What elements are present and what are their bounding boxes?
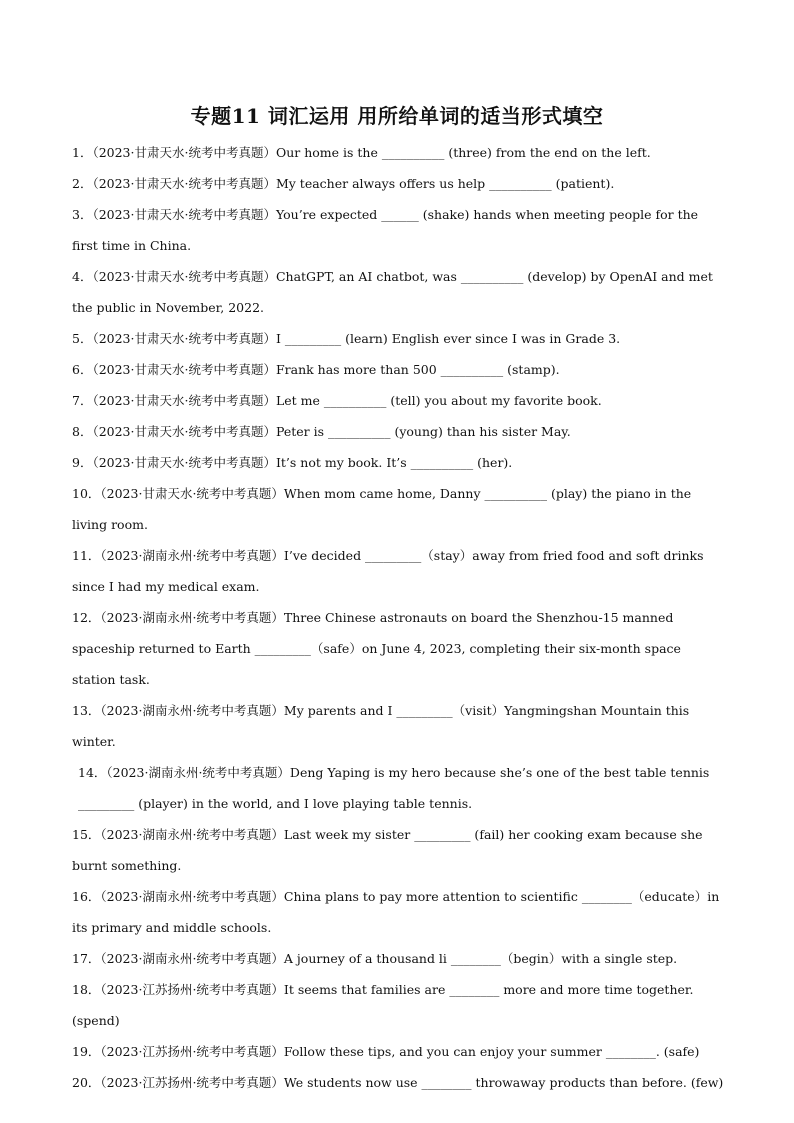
question-item [72, 199, 724, 261]
question-number: 6． [72, 362, 93, 377]
question-item [72, 943, 724, 974]
question-number: 12． [72, 610, 101, 625]
question-number: 4． [72, 269, 93, 284]
question-text: A journey of a thousand li ________（begin）with a single step. [283, 951, 678, 966]
question-source: （2023·江苏扬州·统考中考真题） [100, 1075, 284, 1090]
question-number: 15． [72, 827, 101, 842]
question-item [72, 354, 724, 385]
question-text: Our home is the __________ (three) from the end on the left. [275, 145, 651, 160]
question-item [72, 881, 724, 943]
question-text: China plans to pay more attention to scientific ________（educate）in its primary and middle schools. [72, 889, 720, 935]
question-source: （2023·湖南永州·统考中考真题） [106, 765, 290, 780]
question-item [72, 261, 724, 323]
question-text: I _________ (learn) English ever since I was in Grade 3. [275, 331, 621, 346]
question-item [72, 974, 724, 1036]
question-item [72, 323, 724, 354]
question-number: 20． [72, 1075, 101, 1090]
question-text: Follow these tips, and you can enjoy your summer ________. (safe) [283, 1044, 700, 1059]
question-source: （2023·甘肃天水·统考中考真题） [92, 424, 276, 439]
question-text: It’s not my book. It’s __________ (her). [275, 455, 513, 470]
question-source: （2023·甘肃天水·统考中考真题） [92, 393, 276, 408]
question-item [72, 478, 724, 540]
question-item [72, 1067, 724, 1098]
question-source: （2023·湖南永州·统考中考真题） [100, 610, 284, 625]
question-source: （2023·湖南永州·统考中考真题） [100, 548, 284, 563]
question-number: 17． [72, 951, 101, 966]
question-number: 7． [72, 393, 93, 408]
question-number: 2． [72, 176, 93, 191]
question-item [72, 757, 724, 819]
question-source: （2023·甘肃天水·统考中考真题） [92, 362, 276, 377]
question-number: 10． [72, 486, 101, 501]
question-item [72, 602, 724, 695]
question-source: （2023·甘肃天水·统考中考真题） [92, 269, 276, 284]
question-number: 13． [72, 703, 101, 718]
question-number: 1． [72, 145, 93, 160]
question-text: I’ve decided _________（stay）away from fried food and soft drinks since I had my medical exam. [72, 548, 704, 594]
question-item [72, 1036, 724, 1067]
question-item [72, 137, 724, 168]
question-item [72, 416, 724, 447]
page-title: 专题11 词汇运用 用所给单词的适当形式填空 [190, 104, 604, 128]
question-number: 16． [72, 889, 101, 904]
question-item [72, 447, 724, 478]
question-source: （2023·甘肃天水·统考中考真题） [92, 331, 276, 346]
question-item [72, 819, 724, 881]
question-source: （2023·甘肃天水·统考中考真题） [100, 486, 284, 501]
question-source: （2023·湖南永州·统考中考真题） [100, 951, 284, 966]
question-number: 18． [72, 982, 101, 997]
question-source: （2023·甘肃天水·统考中考真题） [92, 207, 276, 222]
question-text: It seems that families are ________ more and more time together. (spend) [72, 982, 694, 1028]
question-number: 3． [72, 207, 93, 222]
question-item [72, 695, 724, 757]
question-text: Peter is __________ (young) than his sister May. [275, 424, 571, 439]
question-text: Last week my sister _________ (fail) her cooking exam because she burnt something. [72, 827, 703, 873]
question-number: 9． [72, 455, 93, 470]
question-number: 19． [72, 1044, 101, 1059]
question-text: Frank has more than 500 __________ (stamp). [275, 362, 560, 377]
question-item [72, 540, 724, 602]
question-number: 8． [72, 424, 93, 439]
question-number: 14． [78, 765, 107, 780]
question-source: （2023·江苏扬州·统考中考真题） [100, 1044, 284, 1059]
question-source: （2023·湖南永州·统考中考真题） [100, 827, 284, 842]
question-text: ChatGPT, an AI chatbot, was __________ (develop) by OpenAI and met the public in November, 2022. [72, 269, 713, 315]
question-source: （2023·甘肃天水·统考中考真题） [92, 145, 276, 160]
question-text: Let me __________ (tell) you about my favorite book. [275, 393, 602, 408]
question-source: （2023·江苏扬州·统考中考真题） [100, 982, 284, 997]
question-item [72, 168, 724, 199]
question-text: My teacher always offers us help __________ (patient). [275, 176, 615, 191]
question-source: （2023·湖南永州·统考中考真题） [100, 703, 284, 718]
question-source: （2023·湖南永州·统考中考真题） [100, 889, 284, 904]
question-text: When mom came home, Danny __________ (play) the piano in the living room. [72, 486, 692, 532]
question-text: We students now use ________ throwaway products than before. (few) [283, 1075, 724, 1090]
question-list [72, 137, 724, 1098]
question-text: Three Chinese astronauts on board the Shenzhou-15 manned spaceship returned to Earth _________（safe）on June 4, 2023, completing their six-month space station task. [72, 610, 681, 687]
question-number: 11． [72, 548, 101, 563]
question-text: Deng Yaping is my hero because she’s one of the best table tennis _________ (player) in the world, and I love playing table tennis. [78, 765, 710, 811]
question-text: You’re expected ______ (shake) hands when meeting people for the first time in China. [72, 207, 699, 253]
question-source: （2023·甘肃天水·统考中考真题） [92, 176, 276, 191]
question-source: （2023·甘肃天水·统考中考真题） [92, 455, 276, 470]
question-number: 5． [72, 331, 93, 346]
question-item [72, 385, 724, 416]
question-text: My parents and I _________（visit）Yangmingshan Mountain this winter. [72, 703, 690, 749]
